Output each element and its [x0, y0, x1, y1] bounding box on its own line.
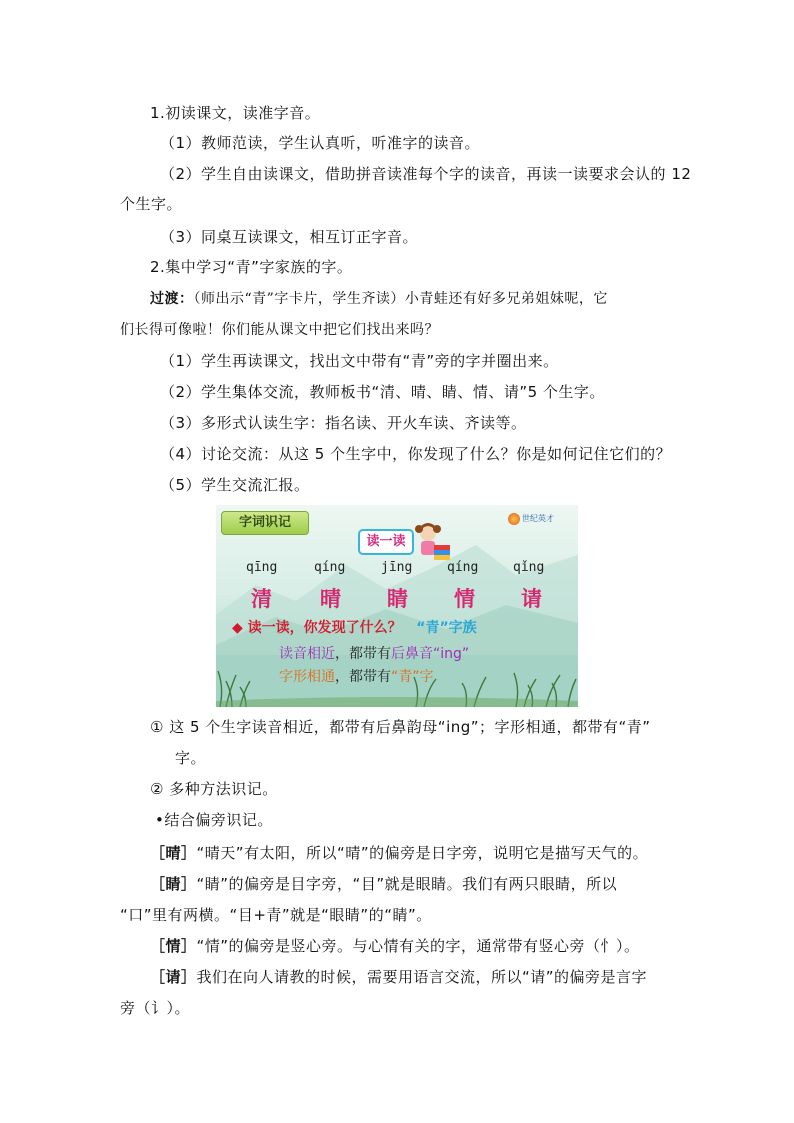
- transition-text: （师出示“青”字卡片，学生齐读）小青蛙还有好多兄弟姐妹呢，它: [193, 291, 608, 307]
- pinyin-2: qíng: [314, 560, 346, 575]
- pinyin-4: qíng: [447, 560, 479, 575]
- transition-line-1: [150, 289, 608, 309]
- slide-question: [232, 617, 477, 637]
- char-tag-eye: ［睛］: [150, 875, 197, 893]
- pinyin-1: qīng: [246, 560, 278, 575]
- char-2: 晴: [320, 586, 341, 611]
- note-qing-please: [150, 967, 647, 987]
- char-tag-please: ［请］: [150, 968, 197, 986]
- transition-line-2: 们长得可像啦！你们能从课文中把它们找出来吗？: [120, 322, 439, 338]
- note-text: “睛”的偏旁是目字旁，“目”就是眼睛。我们有两只眼睛，所以: [196, 875, 618, 893]
- note-jing-eye: [150, 874, 617, 894]
- finding-sound: [279, 643, 469, 663]
- pinyin-5: qǐng: [513, 560, 545, 575]
- char-4: 情: [454, 586, 475, 611]
- step-1-heading: 1.初读课文，读准字音。: [150, 104, 321, 122]
- note-qing-sunny: [150, 843, 648, 863]
- char-family-label: “青”字族: [416, 620, 477, 636]
- question-text: ◆ 读一读，你发现了什么？: [232, 620, 402, 636]
- grass-decoration: [216, 667, 578, 707]
- reading-girl-icon: [414, 521, 452, 561]
- note-text: 我们在向人请教的时候，需要用语言交流，所以“请”的偏旁是言字: [196, 968, 648, 986]
- step-1-item-3: （3）同桌互读课文，相互订正字音。: [160, 228, 419, 246]
- step-2-item-4: （4）讨论交流：从这 5 个生字中，你发现了什么？你是如何记住它们的？: [160, 445, 672, 463]
- char-1: 清: [251, 586, 272, 611]
- qing-component-label: “青”字: [391, 669, 434, 685]
- step-1-item-2: （2）学生自由读课文，借助拼音读准每个字的读音，再读一读要求会认的 12: [160, 165, 692, 183]
- step-2-item-2: （2）学生集体交流，教师板书“清、晴、睛、情、请”5 个生字。: [160, 383, 605, 401]
- step-2-item-5: （5）学生交流汇报。: [160, 476, 310, 494]
- char-tag-sunny: ［晴］: [150, 844, 197, 862]
- publisher-logo: 世纪英才: [508, 511, 572, 527]
- finding-2: ② 多种方法识记。: [150, 780, 278, 798]
- method-radical: •结合偏旁识记。: [155, 811, 273, 829]
- step-1-item-2-cont: 个生字。: [120, 195, 183, 213]
- sound-similar-label: 读音相近: [279, 646, 335, 662]
- read-aloud-button: 读一读: [358, 529, 414, 555]
- shape-similar-label: 字形相通: [279, 669, 335, 685]
- note-text: “晴天”有太阳，所以“晴”的偏旁是日字旁，说明它是描写天气的。: [196, 844, 649, 862]
- sound-connector: ，都带有: [335, 646, 391, 662]
- slide-tag: 字词识记: [221, 511, 309, 535]
- step-2-heading: 2.集中学习“青”字家族的字。: [150, 258, 353, 276]
- note-jing-eye-cont: “口”里有两横。“目+青”就是“眼睛”的“睛”。: [120, 906, 432, 924]
- finding-1: ① 这 5 个生字读音相近，都带有后鼻韵母“ing”；字形相通，都带有“青”: [150, 718, 651, 736]
- pinyin-3: jīng: [381, 560, 413, 575]
- lesson-slide-image: [216, 505, 578, 707]
- step-2-item-1: （1）学生再读课文，找出文中带有“青”旁的字并圈出来。: [160, 352, 559, 370]
- step-2-item-3: （3）多形式认读生字：指名读、开火车读、齐读等。: [160, 414, 527, 432]
- note-qing-feeling: [150, 936, 640, 956]
- note-text: “情”的偏旁是竖心旁。与心情有关的字，通常带有竖心旁（忄）。: [196, 937, 640, 955]
- char-3: 睛: [387, 586, 408, 611]
- finding-1-cont: 字。: [175, 749, 207, 767]
- transition-label: 过渡：: [150, 291, 194, 307]
- char-tag-feeling: ［情］: [150, 937, 197, 955]
- shape-connector: ，都带有: [335, 669, 391, 685]
- logo-icon: [508, 513, 520, 525]
- note-qing-please-cont: 旁（讠）。: [120, 999, 191, 1017]
- nasal-final-label: 后鼻音“ing”: [391, 646, 470, 662]
- step-1-item-1: （1）教师范读，学生认真听，听准字的读音。: [160, 134, 481, 152]
- char-5: 请: [521, 586, 542, 611]
